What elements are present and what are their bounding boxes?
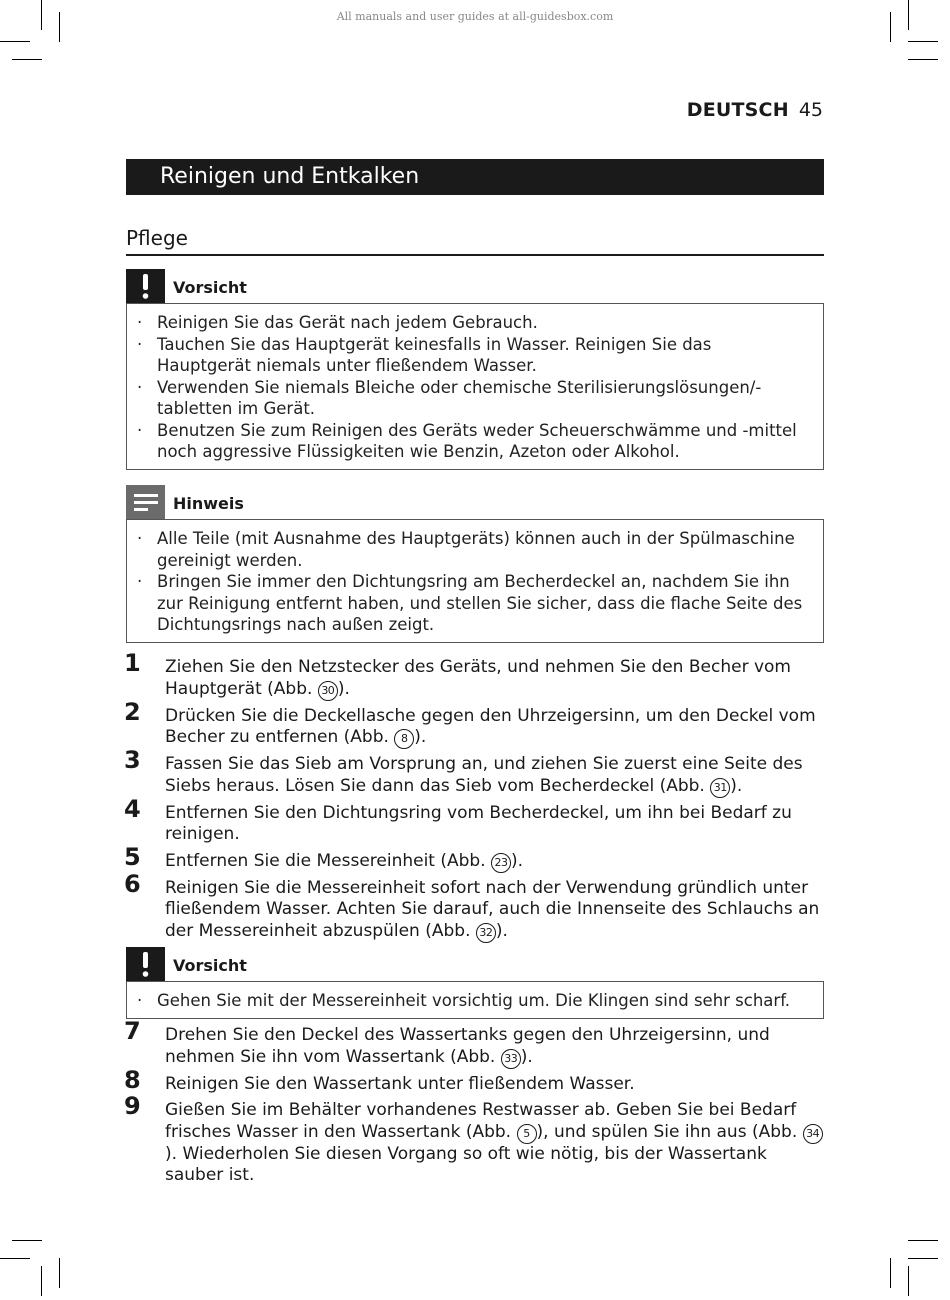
- note-notice: [126, 485, 824, 643]
- language-label: DEUTSCH: [686, 99, 789, 121]
- page-number: 45: [798, 99, 823, 121]
- caution-item: · Gehen Sie mit der Messereinheit vorsichtig um. Die Klingen sind sehr scharf.: [137, 991, 791, 1010]
- caution-label: Vorsicht: [173, 278, 247, 297]
- note-icon: [126, 485, 165, 519]
- crop-mark: [908, 41, 938, 42]
- crop-mark: [908, 59, 938, 60]
- figure-ref: 30: [318, 681, 338, 701]
- section-title: Reinigen und Entkalken: [126, 159, 824, 195]
- note-label: Hinweis: [173, 494, 244, 513]
- crop-mark: [908, 1266, 909, 1296]
- watermark: All manuals and user guides at all-guidesbox.com: [336, 10, 614, 23]
- caution-item: · Tauchen Sie das Hauptgerät keinesfalls in Wasser. Reinigen Sie das Hauptgerät niemals unter fließendem Wasser.: [137, 334, 712, 375]
- figure-ref: 31: [710, 778, 730, 798]
- caution-box: [126, 981, 824, 1019]
- note-item: · Alle Teile (mit Ausnahme des Hauptgeräts) können auch in der Spülmaschine gereinigt werden.: [137, 529, 795, 570]
- caution-item: · Reinigen Sie das Gerät nach jedem Gebrauch.: [137, 313, 538, 332]
- crop-mark: [12, 59, 42, 60]
- crop-mark: [59, 1258, 60, 1288]
- note-box: [126, 519, 824, 643]
- crop-mark: [908, 1258, 938, 1259]
- step-item: 2 Drücken Sie die Deckellasche gegen den Uhrzeigersinn, um den Deckel vom Becher zu entfernen (Abb. 8 ).: [124, 697, 816, 747]
- crop-mark: [41, 1266, 42, 1296]
- step-item: 8 Reinigen Sie den Wassertank unter fließendem Wasser.: [124, 1065, 635, 1094]
- crop-mark: [0, 41, 30, 42]
- step-item: 1 Ziehen Sie den Netzstecker des Geräts, und nehmen Sie den Becher vom Hauptgerät (Abb. 30 ).: [124, 649, 791, 699]
- page-header: [687, 99, 823, 121]
- step-item: 6 Reinigen Sie die Messereinheit sofort nach der Verwendung gründlich unter fließendem Wasser. Achten Sie darauf, auch die Innenseite des Schlauchs an der Messereinheit abzuspülen (Abb. 32 ).: [124, 869, 820, 941]
- figure-ref: 33: [501, 1049, 521, 1069]
- figure-ref: 32: [476, 923, 496, 943]
- subheading: Pflege: [126, 226, 824, 256]
- steps-list: [124, 649, 824, 943]
- caution-notice: [126, 269, 824, 470]
- crop-mark: [12, 1240, 42, 1241]
- caution-item: · Benutzen Sie zum Reinigen des Geräts weder Scheuerschwämme und -mittel noch aggressive Flüssigkeiten wie Benzin, Azeton oder Alkohol.: [137, 420, 797, 461]
- exclamation-icon: [126, 269, 165, 303]
- caution-notice: [126, 947, 824, 1019]
- step-item: 7 Drehen Sie den Deckel des Wassertanks gegen den Uhrzeigersinn, und nehmen Sie ihn vom Wassertank (Abb. 33 ).: [124, 1017, 770, 1067]
- step-item: 9 Gießen Sie im Behälter vorhandenes Restwasser ab. Geben Sie bei Bedarf frisches Wasser in den Wassertank (Abb. 5 ), und spülen Sie ihn aus (Abb. 34). Wiederholen Sie diesen Vorgang so oft wie nötig, bis der Wassertank sauber ist.: [124, 1100, 824, 1187]
- step-item: 5 Entfernen Sie die Messereinheit (Abb. 23 ).: [124, 842, 524, 871]
- caution-item: · Verwenden Sie niemals Bleiche oder chemische Sterilisierungslösungen/-tabletten im Gerät.: [137, 377, 762, 418]
- caution-box: [126, 303, 824, 470]
- steps-list: [124, 1017, 824, 1187]
- note-item: · Bringen Sie immer den Dichtungsring am Becherdeckel an, nachdem Sie ihn zur Reinigung entfernt haben, und stellen Sie sicher, dass die flache Seite des Dichtungsrings nach außen zeigt.: [137, 572, 803, 634]
- crop-mark: [908, 1240, 938, 1241]
- exclamation-icon: [126, 947, 165, 981]
- step-item: 4 Entfernen Sie den Dichtungsring vom Becherdeckel, um ihn bei Bedarf zu reinigen.: [124, 794, 792, 844]
- crop-mark: [890, 1258, 891, 1288]
- caution-label: Vorsicht: [173, 956, 247, 975]
- figure-ref: 34: [803, 1124, 823, 1144]
- figure-ref: 23: [491, 853, 511, 873]
- crop-mark: [0, 1258, 30, 1259]
- step-item: 3 Fassen Sie das Sieb am Vorsprung an, und ziehen Sie zuerst eine Seite des Siebs heraus. Lösen Sie dann das Sieb vom Becherdeckel (Abb. 31 ).: [124, 746, 803, 796]
- figure-ref: 8: [394, 729, 414, 749]
- figure-ref: 5: [517, 1124, 537, 1144]
